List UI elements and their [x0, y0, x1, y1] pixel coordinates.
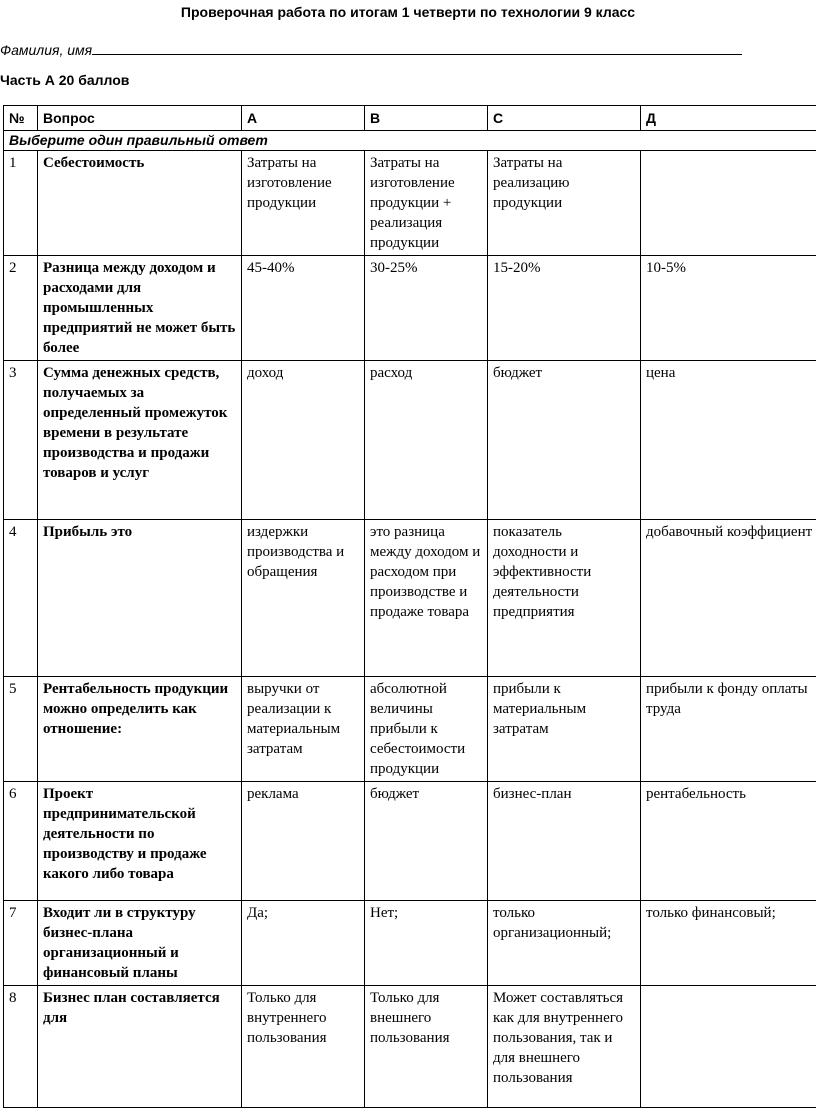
answer-d: цена	[641, 361, 816, 520]
question-text: Бизнес план составляется для	[38, 986, 242, 1108]
answer-b: абсолютной величины прибыли к себестоимости продукции	[365, 677, 488, 782]
answer-c: Затраты на реализацию продукции	[488, 151, 641, 256]
instruction-row	[4, 131, 816, 151]
answer-b: Затраты на изготовление продукции + реализация продукции	[365, 151, 488, 256]
column-header-d: Д	[641, 106, 816, 131]
page-title: Проверочная работа по итогам 1 четверти по технологии 9 класс	[0, 4, 816, 20]
name-label: Фамилия, имя	[0, 42, 92, 58]
column-header-number: №	[4, 106, 38, 131]
question-text: Проект предпринимательской деятельности по производству и продаже какого либо товара	[38, 782, 242, 901]
answer-c: показатель доходности и эффективности деятельности предприятия	[488, 520, 641, 677]
question-number: 8	[4, 986, 38, 1108]
answer-c: прибыли к материальным затратам	[488, 677, 641, 782]
part-heading: Часть А 20 баллов	[0, 72, 129, 88]
name-underline	[92, 40, 742, 55]
answer-d: добавочный коэффициент	[641, 520, 816, 677]
answer-b: бюджет	[365, 782, 488, 901]
answer-a: Да;	[242, 901, 365, 986]
answer-a: реклама	[242, 782, 365, 901]
question-number: 6	[4, 782, 38, 901]
question-number: 7	[4, 901, 38, 986]
question-text: Сумма денежных средств, получаемых за определенный промежуток времени в результате производства и продажи товаров и услуг	[38, 361, 242, 520]
answer-c: бизнес-план	[488, 782, 641, 901]
table-row	[4, 677, 816, 782]
answer-d: 10-5%	[641, 256, 816, 361]
question-text: Входит ли в структуру бизнес-плана организационный и финансовый планы	[38, 901, 242, 986]
answer-c: только организационный;	[488, 901, 641, 986]
question-text: Рентабельность продукции можно определить как отношение:	[38, 677, 242, 782]
question-number: 4	[4, 520, 38, 677]
question-text: Разница между доходом и расходами для промышленных предприятий не может быть более	[38, 256, 242, 361]
question-text: Себестоимость	[38, 151, 242, 256]
answer-b: Только для внешнего пользования	[365, 986, 488, 1108]
quiz-table	[3, 105, 816, 1108]
answer-a: доход	[242, 361, 365, 520]
question-text: Прибыль это	[38, 520, 242, 677]
answer-d	[641, 986, 816, 1108]
question-number: 1	[4, 151, 38, 256]
answer-d: рентабельность	[641, 782, 816, 901]
answer-b: расход	[365, 361, 488, 520]
answer-d: только финансовый;	[641, 901, 816, 986]
table-row	[4, 782, 816, 901]
answer-c: 15-20%	[488, 256, 641, 361]
table-row	[4, 151, 816, 256]
answer-a: 45-40%	[242, 256, 365, 361]
answer-b: 30-25%	[365, 256, 488, 361]
question-number: 5	[4, 677, 38, 782]
answer-a: Только для внутреннего пользования	[242, 986, 365, 1108]
answer-a: выручки от реализации к материальным затратам	[242, 677, 365, 782]
answer-a: издержки производства и обращения	[242, 520, 365, 677]
column-header-b: В	[365, 106, 488, 131]
column-header-a: А	[242, 106, 365, 131]
column-header-c: С	[488, 106, 641, 131]
answer-c: Может составляться как для внутреннего пользования, так и для внешнего пользования	[488, 986, 641, 1108]
table-row	[4, 901, 816, 986]
table-row	[4, 986, 816, 1108]
answer-d	[641, 151, 816, 256]
table-row	[4, 520, 816, 677]
answer-b: Нет;	[365, 901, 488, 986]
table-row	[4, 256, 816, 361]
table-header-row	[4, 106, 816, 131]
question-number: 3	[4, 361, 38, 520]
answer-a: Затраты на изготовление продукции	[242, 151, 365, 256]
table-row	[4, 361, 816, 520]
answer-c: бюджет	[488, 361, 641, 520]
question-number: 2	[4, 256, 38, 361]
name-field	[0, 40, 760, 58]
instruction-text: Выберите один правильный ответ	[4, 131, 816, 151]
answer-d: прибыли к фонду оплаты труда	[641, 677, 816, 782]
column-header-question: Вопрос	[38, 106, 242, 131]
answer-b: это разница между доходом и расходом при производстве и продаже товара	[365, 520, 488, 677]
